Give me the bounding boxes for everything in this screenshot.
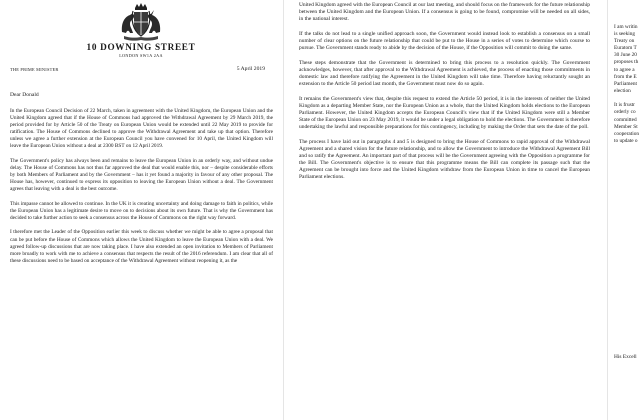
- letterhead-address: [78, 42, 204, 59]
- sender-date-line: [10, 67, 271, 75]
- paragraph-2: The Government's policy has always been and remains to leave the European Union in an orderly way, and without undue delay. The House of Commons has not thus far approved the deal that would enable this, nor – despite considerable efforts by both Members of Parliament and by the Government – has it yet found a majority in favour of any other proposal. The House has, however, continued to express its opposition to leaving the European Union without a deal. The Government agrees that leaving with a deal is the best outcome.: [10, 157, 273, 193]
- paragraph-8: It remains the Government's view that, despite this request to extend the Article 50 period, it is in the interests of neither the United Kingdom as a departing Member State, nor the European Union as a whole, that the United Kingdom holds elections to the European Parliament. However, the United Kingdom accepts the European Council's view that if the United Kingdom were still a Member State of the European Union on 23 May 2019, it would be under a legal obligation to hold the elections. The Government is therefore undertaking the lawful and responsible preparations for this contingency, including by making the Order that sets the date of the poll.: [299, 95, 590, 131]
- sender-title: THE PRIME MINISTER: [10, 67, 59, 72]
- line-fragment: to update o: [614, 137, 638, 144]
- paragraph-7: These steps demonstrate that the Government is determined to bring this process to a resolution quickly. The Government acknowledges, however, that after approval to the Withdrawal Agreement is achieved, the process of enacting those commitments in domestic law and therefore ratifying the Agreement in the United Kingdom will take time. Therefore having reluctantly sought an extension to the Article 50 period last month, the Government must now do so again.: [299, 59, 590, 88]
- letter-body-page-1: [10, 92, 273, 272]
- letter-body-page-2: [299, 2, 590, 189]
- page-gap-divider: [607, 0, 608, 420]
- letter-page-1: [0, 0, 281, 420]
- line-fragment: Member St: [614, 123, 638, 130]
- line-fragment: to agree a: [614, 66, 635, 73]
- royal-coat-of-arms-icon: [118, 2, 164, 42]
- line-fragment: election: [614, 87, 631, 94]
- line-fragment: is seeking: [614, 31, 636, 38]
- line-fragment: It is frustr: [614, 102, 635, 109]
- line-fragment: I am writin: [614, 24, 638, 30]
- letter-page-2: [287, 0, 604, 420]
- line-fragment: 30 June 20: [614, 52, 637, 59]
- addressee-fragment: His Excell: [614, 354, 637, 360]
- line-fragment: from the E: [614, 73, 637, 80]
- paragraph-10-fragment: [614, 24, 640, 95]
- line-fragment: committed: [614, 116, 637, 123]
- line-fragment: Parliament: [614, 80, 637, 87]
- address-line-2: LONDON SW1A 2AA: [119, 53, 163, 58]
- letter-date: 5 April 2019: [236, 66, 265, 72]
- address-line-1: 10 DOWNING STREET: [86, 42, 196, 52]
- paragraph-1: In the European Council Decision of 22 March, taken in agreement with the United Kingdom, the European Union and the United Kingdom agreed that if the House of Commons had approved the Withdrawal Agreement by 29 March 2019, the period provided for by Article 50 of the Treaty on European Union would be extended until 22 May 2019 to provide for ratification. The House of Commons declined to approve the Withdrawal Agreement and take up that option. Therefore unless we agree a further extension at the European Council you have convened for 10 April, the United Kingdom will leave the European Union without a deal at 2300 BST on 12 April 2019.: [10, 108, 273, 150]
- salutation: Dear Donald: [10, 92, 39, 98]
- paragraph-9: The process I have laid out in paragraphs 4 and 5 is designed to bring the House of Commons to rapid approval of the Withdrawal Agreement and a shared vision for the future relationship, and to allow the Government to introduce the Withdrawal Agreement Bill and so ratify the Agreement. An important part of that process will be the Government agreeing with the Opposition a programme for the Bill. The Government's objective is to ensure that this programme means the Bill can complete its passage such that the Agreement can be brought into force and the United Kingdom withdraw from the European Union in time to cancel the European Parliament elections.: [299, 138, 590, 181]
- line-fragment: proposes th: [614, 59, 639, 66]
- line-fragment: orderly co: [614, 109, 636, 116]
- letter-body-page-3: [614, 24, 640, 152]
- line-fragment: cooperation: [614, 130, 640, 137]
- royal-crest: [100, 2, 182, 42]
- paragraph-11-fragment: [614, 102, 640, 145]
- paragraph-3: This impasse cannot be allowed to continue. In the UK it is creating uncertainty and doing damage to faith in politics, while the European Union has a legitimate desire to move on to decisions about its own future. That is why the Government has decided to take further action to seek a consensus across the House of Commons on the right way forward.: [10, 200, 273, 221]
- paragraph-6: If the talks do not lead to a single unified approach soon, the Government would instead look to establish a consensus on a small number of clear options on the future relationship that could be put to the House in a series of votes to determine which course to pursue. The Government stands ready to abide by the decision of the House, if the Opposition will commit to doing the same.: [299, 30, 590, 52]
- letter-page-3: [612, 0, 640, 420]
- line-fragment: Treaty on: [614, 38, 635, 45]
- line-fragment: Euratom T: [614, 45, 637, 52]
- paragraph-5: United Kingdom agreed with the European Council at our last meeting, and should focus on the framework for the future relationship between the United Kingdom and the European Union. If a consensus is going to be found, compromise will be needed on all sides, in the national interest.: [299, 2, 590, 23]
- page-gap-divider: [283, 0, 284, 420]
- paragraph-4: I therefore met the Leader of the Opposition earlier this week to discuss whether we might be able to agree a proposal that can be put before the House of Commons which allows the United Kingdom to leave the European Union with a deal. We agreed follow-up discussions that are now taking place. I have also extended an open invitation to Members of Parliament more broadly to work with me to achieve a consensus that respects the result of the 2016 referendum. I am clear that all of these discussions need to be based on acceptance of the Withdrawal Agreement without reopening it, as the: [10, 229, 273, 264]
